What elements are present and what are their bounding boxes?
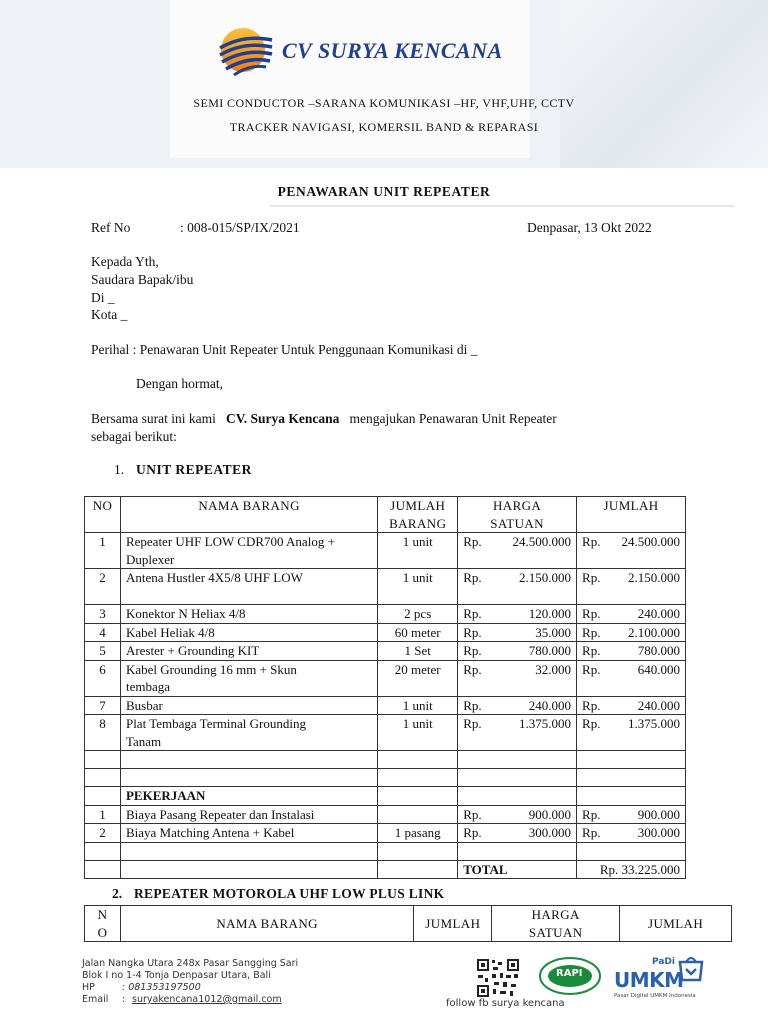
body-text-pre: Bersama surat ini kami xyxy=(91,411,216,426)
header-jumlah-line-2: BARANG xyxy=(389,515,447,531)
currency-label: Rp. xyxy=(463,534,482,549)
row-price xyxy=(458,605,577,624)
row-item-line-2: Tanam xyxy=(125,733,162,749)
section-2-title: REPEATER MOTOROLA UHF LOW PLUS LINK xyxy=(134,886,445,901)
row-item xyxy=(120,533,377,569)
row-no: 1 xyxy=(85,533,121,569)
letterhead-decoration xyxy=(560,0,768,168)
footer-email-label: Email xyxy=(82,994,109,1005)
row-total xyxy=(577,715,686,751)
header-no-line-2: O xyxy=(97,924,108,940)
header-jumlah-barang xyxy=(378,497,458,533)
header-harga-line-2: SATUAN xyxy=(528,924,583,940)
header-no xyxy=(85,906,121,942)
row-total xyxy=(577,623,686,642)
row-qty: 1 Set xyxy=(378,642,458,661)
row-total xyxy=(577,569,686,605)
row-qty: 1 unit xyxy=(378,696,458,715)
row-qty xyxy=(378,805,458,824)
row-total xyxy=(577,605,686,624)
row-qty: 2 pcs xyxy=(378,605,458,624)
total-value: 2.150.000 xyxy=(628,570,680,585)
footer-email-colon: : xyxy=(122,994,126,1005)
header-nama: NAMA BARANG xyxy=(120,497,377,533)
section-1-number: 1. xyxy=(114,462,125,477)
company-tagline-1: SEMI CONDUCTOR –SARANA KOMUNIKASI –HF, VHF,UHF, CCTV xyxy=(193,96,575,110)
row-item: Biaya Pasang Repeater dan Instalasi xyxy=(120,805,377,824)
header-harga-satuan xyxy=(458,497,577,533)
row-qty: 20 meter xyxy=(378,660,458,696)
row-qty: 1 unit xyxy=(378,533,458,569)
header-harga-line-1: HARGA xyxy=(531,907,580,922)
row-price xyxy=(458,569,577,605)
table-row-empty xyxy=(85,842,686,860)
recipient-line-1: Kepada Yth, xyxy=(91,254,159,269)
row-price xyxy=(458,660,577,696)
row-no: 6 xyxy=(85,660,121,696)
currency-label: Rp. xyxy=(463,825,482,840)
currency-label: Rp. xyxy=(463,697,482,713)
row-item-line-1: Plat Tembaga Terminal Grounding xyxy=(125,716,306,731)
currency-label: Rp. xyxy=(582,643,601,658)
price-value: 24.500.000 xyxy=(512,534,572,549)
price-value: 1.375.000 xyxy=(519,716,572,731)
header-no: NO xyxy=(85,497,121,533)
row-no: 2 xyxy=(85,569,121,605)
ref-number: : 008-015/SP/IX/2021 xyxy=(180,220,300,235)
currency-label: Rp. xyxy=(582,697,601,713)
row-no: 8 xyxy=(85,715,121,751)
table-section-row xyxy=(85,787,686,806)
header-harga-satuan xyxy=(492,906,620,942)
header-jumlah: JUMLAH xyxy=(577,497,686,533)
footer-hp-value: : 081353197500 xyxy=(122,982,201,993)
row-price xyxy=(458,805,577,824)
row-no: 2 xyxy=(85,824,121,843)
currency-label: Rp. xyxy=(463,570,482,585)
currency-label: Rp. xyxy=(463,806,482,822)
price-value: 2.150.000 xyxy=(519,570,572,585)
header-jumlah-line-1: JUMLAH xyxy=(390,498,446,513)
row-item-line-2: Duplexer xyxy=(125,551,175,567)
greeting: Dengan hormat, xyxy=(136,376,223,391)
recipient-line-3: Di _ xyxy=(91,290,115,305)
row-qty: 60 meter xyxy=(378,623,458,642)
row-no: 3 xyxy=(85,605,121,624)
total-value: 640.000 xyxy=(637,661,680,677)
table-2-header-row xyxy=(85,906,732,942)
price-value: 900.000 xyxy=(528,806,572,822)
currency-label: Rp. xyxy=(463,624,482,640)
company-name: CV SURYA KENCANA xyxy=(282,38,503,63)
table-row xyxy=(85,715,686,751)
row-item-line-1: Kabel Grounding 16 mm + Skun xyxy=(125,661,297,677)
footer-address-1: Jalan Nangka Utara 248x Pasar Sangging Sari xyxy=(82,958,299,969)
total-value: 2.100.000 xyxy=(628,624,680,640)
table-header-row xyxy=(85,497,686,533)
title-divider xyxy=(270,205,735,207)
price-value: 120.000 xyxy=(528,606,572,621)
currency-label: Rp. xyxy=(463,661,482,677)
footer-hp-label: HP xyxy=(82,982,95,993)
footer-address-2: Blok I no 1-4 Tonja Denpasar Utara, Bali xyxy=(82,970,271,981)
row-total xyxy=(577,660,686,696)
row-qty: 1 unit xyxy=(378,715,458,751)
qr-code-icon xyxy=(476,958,520,998)
table-row xyxy=(85,824,686,843)
subject-line: Perihal : Penawaran Unit Repeater Untuk Penggunaan Komunikasi di _ xyxy=(91,342,478,357)
total-label: TOTAL xyxy=(458,860,577,879)
document-title: PENAWARAN UNIT REPEATER xyxy=(277,184,491,199)
row-price xyxy=(458,533,577,569)
row-item: Kabel Heliak 4/8 xyxy=(120,623,377,642)
total-value: 780.000 xyxy=(637,643,680,658)
social-follow-text: follow fb surya kencana xyxy=(446,998,565,1009)
row-total xyxy=(577,824,686,843)
items-table xyxy=(84,496,686,879)
items-table-2 xyxy=(84,905,732,942)
total-value: 900.000 xyxy=(637,806,680,822)
header-harga-line-2: SATUAN xyxy=(490,515,544,531)
header-nama: NAMA BARANG xyxy=(120,906,413,942)
header-jumlah: JUMLAH xyxy=(414,906,492,942)
currency-label: Rp. xyxy=(463,716,482,731)
currency-label: Rp. xyxy=(582,606,601,621)
recipient-line-2: Saudara Bapak/ibu xyxy=(91,272,194,287)
table-row xyxy=(85,569,686,605)
table-row xyxy=(85,623,686,642)
row-item xyxy=(120,715,377,751)
body-company-name: CV. Surya Kencana xyxy=(225,411,340,426)
table-row-empty xyxy=(85,751,686,769)
total-value: 24.500.000 xyxy=(621,534,680,549)
padi-small-text: PaDi xyxy=(652,957,675,967)
row-item: Busbar xyxy=(120,696,377,715)
currency-label: Rp. xyxy=(463,643,482,658)
table-row xyxy=(85,696,686,715)
total-value: 1.375.000 xyxy=(628,716,680,731)
header-harga-line-1: HARGA xyxy=(493,498,542,513)
header-no-line-1: N xyxy=(97,907,108,922)
body-paragraph-line-1 xyxy=(91,411,557,427)
row-price xyxy=(458,696,577,715)
umkm-logo-text: UMKM xyxy=(614,968,684,992)
row-item-line-1: Repeater UHF LOW CDR700 Analog + xyxy=(125,534,335,549)
padi-caption: Pasar Digital UMKM Indonesia xyxy=(614,993,696,999)
table-row xyxy=(85,642,686,661)
price-value: 35.000 xyxy=(535,624,572,640)
row-no: 1 xyxy=(85,805,121,824)
row-item: Konektor N Heliax 4/8 xyxy=(120,605,377,624)
ref-label: Ref No xyxy=(91,220,131,235)
price-value: 32.000 xyxy=(535,661,572,677)
total-value: 240.000 xyxy=(637,697,680,713)
table-row-empty xyxy=(85,769,686,787)
table-row xyxy=(85,660,686,696)
currency-label: Rp. xyxy=(582,661,601,677)
total-row xyxy=(85,860,686,879)
table-row xyxy=(85,605,686,624)
table-row xyxy=(85,805,686,824)
row-item-line-2: tembaga xyxy=(125,679,171,694)
grand-total: Rp. 33.225.000 xyxy=(577,860,686,879)
header-total: JUMLAH xyxy=(620,906,732,942)
currency-label: Rp. xyxy=(582,534,601,549)
footer-email-link[interactable]: suryakencana1012@gmail.com xyxy=(132,994,282,1005)
row-total xyxy=(577,533,686,569)
row-item: Biaya Matching Antena + Kabel xyxy=(120,824,377,843)
company-tagline-2: TRACKER NAVIGASI, KOMERSIL BAND & REPARASI xyxy=(229,120,539,134)
row-price xyxy=(458,642,577,661)
row-item: Antena Hustler 4X5/8 UHF LOW xyxy=(120,569,377,605)
body-paragraph-line-2: sebagai berikut: xyxy=(91,429,177,444)
price-value: 240.000 xyxy=(528,697,572,713)
row-price xyxy=(458,715,577,751)
row-price xyxy=(458,824,577,843)
table-row xyxy=(85,533,686,569)
row-item xyxy=(120,660,377,696)
document-date: Denpasar, 13 Okt 2022 xyxy=(527,220,652,235)
currency-label: Rp. xyxy=(582,624,601,640)
row-item: Arester + Grounding KIT xyxy=(120,642,377,661)
total-value: 240.000 xyxy=(637,606,680,621)
section-2-number: 2. xyxy=(112,886,123,901)
currency-label: Rp. xyxy=(582,716,601,731)
price-value: 780.000 xyxy=(528,643,572,658)
row-no: 4 xyxy=(85,623,121,642)
row-total xyxy=(577,696,686,715)
recipient-line-4: Kota _ xyxy=(91,307,128,322)
currency-label: Rp. xyxy=(463,606,482,621)
row-total xyxy=(577,805,686,824)
pekerjaan-label: PEKERJAAN xyxy=(120,787,377,806)
currency-label: Rp. xyxy=(582,825,601,840)
section-1-title: UNIT REPEATER xyxy=(136,462,252,477)
row-no: 7 xyxy=(85,696,121,715)
currency-label: Rp. xyxy=(582,806,601,822)
company-logo-icon xyxy=(216,26,274,78)
row-price xyxy=(458,623,577,642)
row-qty: 1 unit xyxy=(378,569,458,605)
row-no: 5 xyxy=(85,642,121,661)
row-total xyxy=(577,642,686,661)
row-qty: 1 pasang xyxy=(378,824,458,843)
price-value: 300.000 xyxy=(528,825,572,840)
body-text-post: mengajukan Penawaran Unit Repeater xyxy=(349,411,557,426)
currency-label: Rp. xyxy=(582,570,601,585)
rapi-logo-text: RAPI xyxy=(556,968,583,979)
total-value: 300.000 xyxy=(637,825,680,840)
